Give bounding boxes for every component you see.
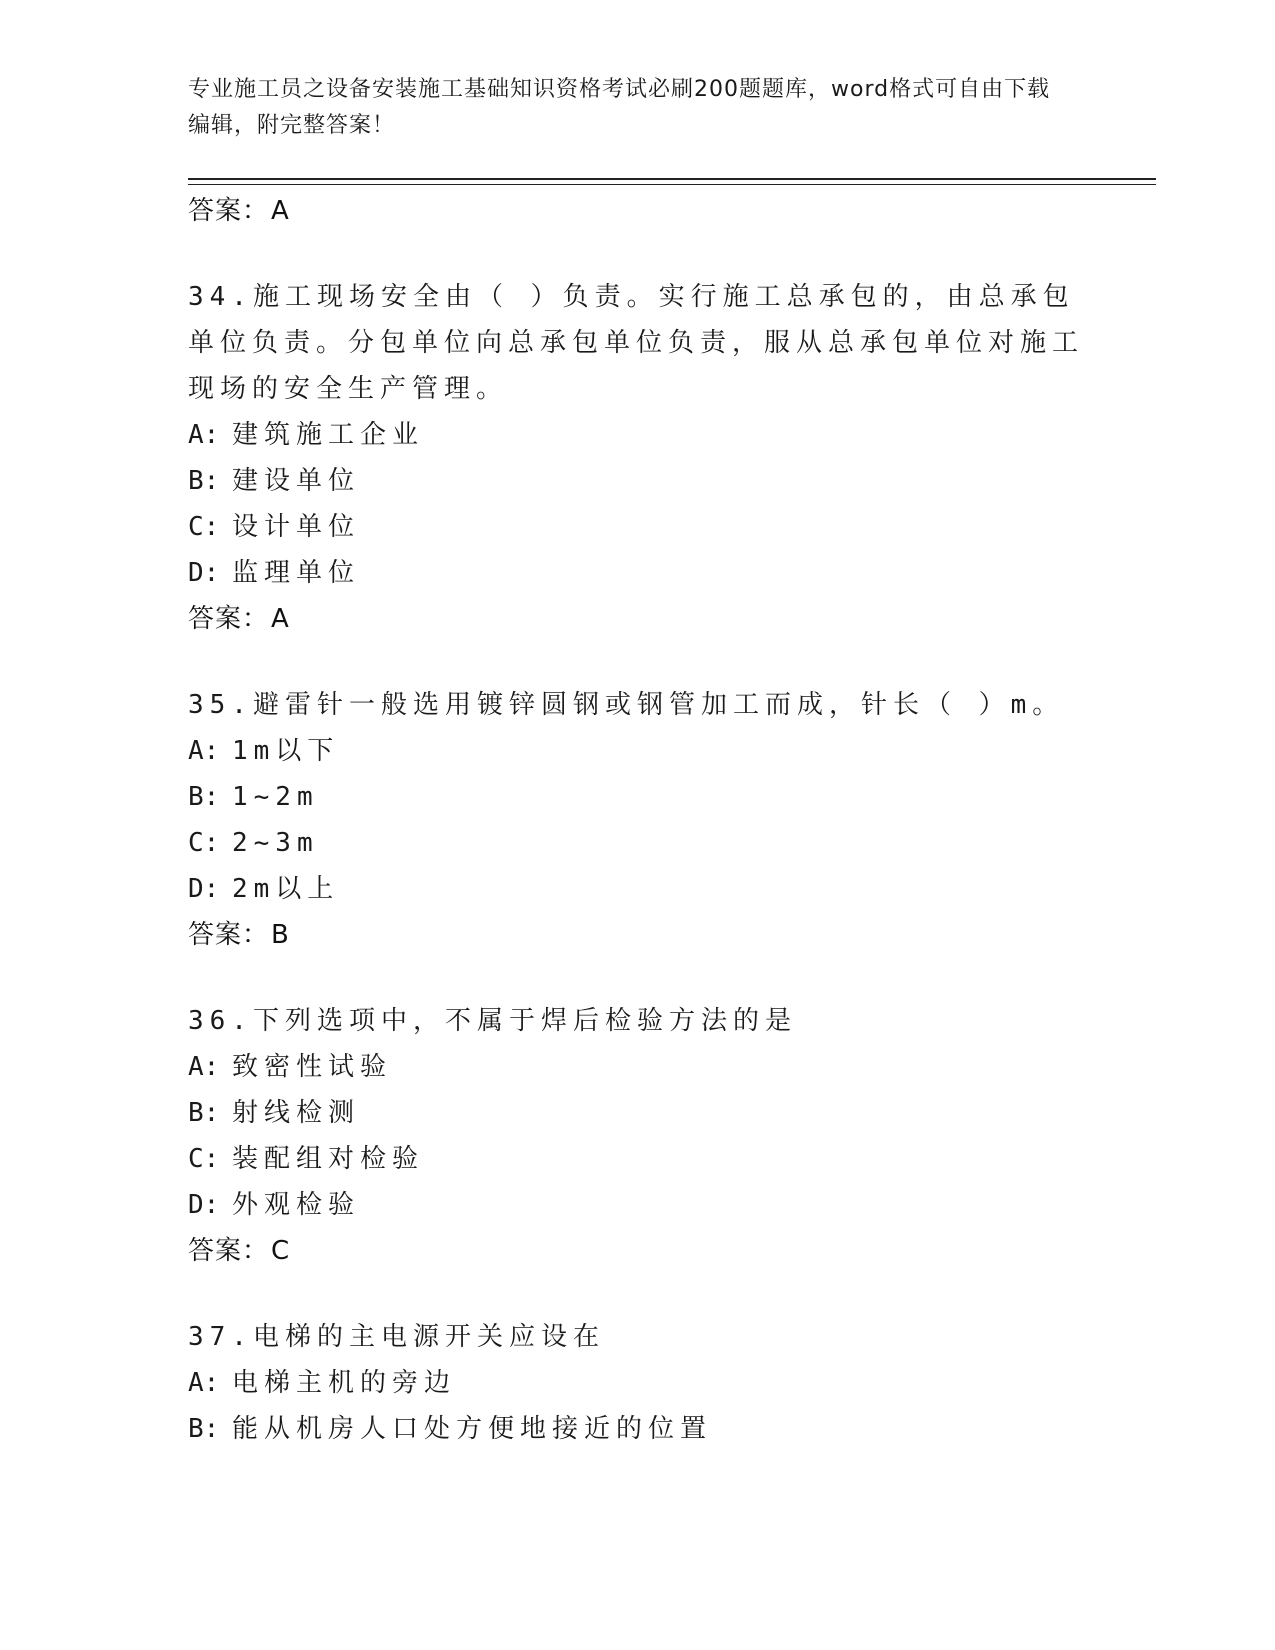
option-key: A: [188,1368,220,1398]
answer-line [188,188,1088,234]
option-key: D: [188,558,220,588]
option-a [188,412,1088,458]
option-text: 外观检验 [232,1190,361,1220]
option-b [188,1090,1088,1136]
option-b [188,458,1088,504]
answer-label: 答案： [188,920,270,950]
answer-line [188,1228,1088,1274]
option-key: A: [188,736,220,766]
option-a [188,1044,1088,1090]
option-text: 能从机房人口处方便地接近的位置 [232,1414,713,1444]
option-text: 电梯主机的旁边 [232,1368,457,1398]
option-text: 设计单位 [232,512,361,542]
header-divider-thick [188,178,1156,180]
option-a [188,1360,1088,1406]
answer-value: A [271,604,290,634]
option-text: 装配组对检验 [232,1144,425,1174]
option-text: 1m以下 [232,736,340,766]
option-d [188,866,1088,912]
option-text: 1~2m [232,782,319,812]
option-c [188,504,1088,550]
option-d [188,1182,1088,1228]
option-key: B: [188,1098,220,1128]
option-d [188,550,1088,596]
question-34 [188,274,1088,642]
option-text: 建筑施工企业 [232,420,425,450]
answer-value: A [271,196,290,226]
option-key: B: [188,466,220,496]
answer-label: 答案： [188,196,270,226]
option-key: A: [188,1052,220,1082]
option-key: B: [188,1414,220,1444]
option-key: D: [188,874,220,904]
option-key: A: [188,420,220,450]
question-stem: 34.施工现场安全由（ ）负责。实行施工总承包的，由总承包单位负责。分包单位向总承包单位负责，服从总承包单位对施工现场的安全生产管理。 [188,282,1085,404]
option-c [188,820,1088,866]
option-key: C: [188,828,220,858]
option-text: 建设单位 [232,466,361,496]
answer-label: 答案： [188,1236,270,1266]
option-key: C: [188,512,220,542]
question-37 [188,1314,1088,1452]
header-divider-thin [188,184,1156,185]
option-text: 监理单位 [232,558,361,588]
option-a [188,728,1088,774]
document-body [188,188,1088,1492]
option-text: 2m以上 [232,874,340,904]
option-c [188,1136,1088,1182]
option-key: B: [188,782,220,812]
page-header: 专业施工员之设备安装施工基础知识资格考试必刷200题题库，word格式可自由下载编辑，附完整答案！ [188,77,1051,138]
answer-line [188,912,1088,958]
answer-value: C [271,1236,291,1266]
option-text: 致密性试验 [232,1052,393,1082]
answer-label: 答案： [188,604,270,634]
option-b [188,774,1088,820]
question-stem: 35.避雷针一般选用镀锌圆钢或钢管加工而成，针长（ ）m。 [188,690,1065,720]
question-36 [188,998,1088,1274]
question-35 [188,682,1088,958]
question-stem: 37.电梯的主电源开关应设在 [188,1322,605,1352]
question-stem: 36.下列选项中，不属于焊后检验方法的是 [188,1006,797,1036]
option-key: C: [188,1144,220,1174]
answer-value: B [271,920,290,950]
option-text: 2~3m [232,828,319,858]
option-b [188,1406,1088,1452]
option-key: D: [188,1190,220,1220]
answer-line [188,596,1088,642]
option-text: 射线检测 [232,1098,361,1128]
